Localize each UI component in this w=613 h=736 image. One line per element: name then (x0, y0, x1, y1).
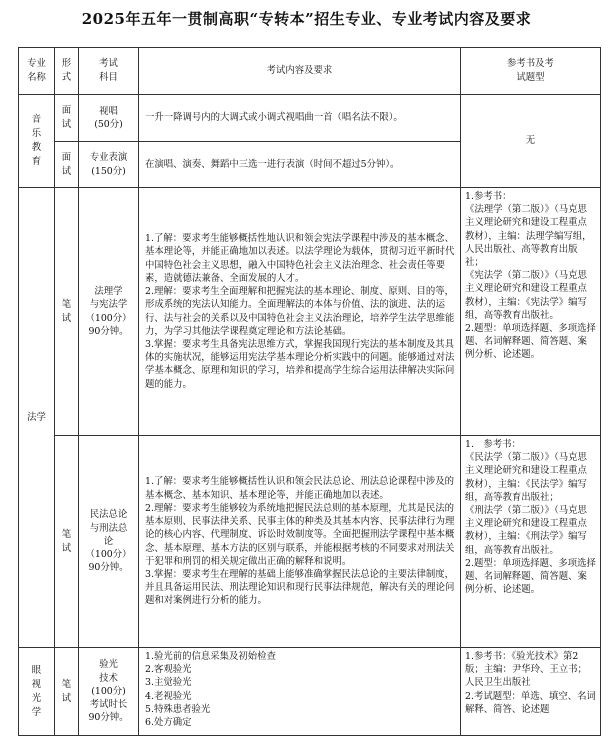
music-row-1 (19, 95, 601, 142)
law-content-1-item: 3.掌握：要求考生具备宪法思维方式，掌握我国现行宪法的基本制度及其具体的实施状况，能够运用宪法学基本理论分析实践中的问题。能够通过对法学基本概念、原理和知识的学习，培养和提高学生综合运用法律解决实际问题的能力。 (145, 338, 455, 390)
optometry-content-item: 2.客观验光 (145, 664, 192, 676)
law-refs-1-item: 《法理学（第二版）》（马克思主义理论研究和建设工程重点教材），主编：法理学编写组，人民出版社、高等教育出版社； (465, 204, 592, 269)
law-refs-2-item: 1. 参考书： (465, 439, 521, 450)
optometry-content-item: 1.验光前的信息采集及初始检查 (145, 651, 276, 662)
optometry-content-item: 4.老视验光 (145, 690, 192, 702)
law-refs-2-item: 2.题型：单项选择题、多项选择题、名词解释题、简答题、案例分析、论述题。 (465, 557, 596, 596)
law-subject-2: 民法总论 与刑法总 论 （100分） 90分钟。 (79, 436, 139, 648)
music-refs: 无 (461, 95, 601, 188)
law-row-1 (19, 188, 601, 436)
music-content-2: 在演唱、演奏、舞蹈中三选一进行表演（时间不超过5分钟）。 (139, 142, 461, 188)
law-form-2: 笔试 (55, 436, 79, 648)
optometry-content-item: 6.处方确定 (145, 717, 192, 729)
law-content-2-item: 3.掌握：要求考生在理解的基础上能够准确掌握民法总论的主要法律制度，并且具备运用民法、刑法理论知识和现行民事法律规范，解决有关的理论问题和对案例进行分析的能力。 (145, 568, 455, 607)
header-form: 形式 (55, 48, 79, 95)
optometry-content-item: 3.主觉验光 (145, 677, 192, 689)
optometry-refs (461, 648, 601, 736)
law-content-1 (139, 188, 461, 436)
law-row-2 (19, 436, 601, 648)
music-content-1: 一升一降调号内的大调式或小调式视唱曲一首（唱名法不限）。 (139, 95, 461, 142)
law-form-1: 笔试 (55, 188, 79, 436)
optometry-major: 眼视光学 (19, 648, 55, 736)
law-refs-2-item: 《民法学（第二版）》（马克思主义理论研究和建设工程重点教材），主编：《民法学》编写组，高等教育出版社； (465, 452, 587, 503)
header-refs: 参考书及考试题型 (461, 48, 601, 95)
exam-table (18, 47, 601, 736)
page-title: 2025年五年一贯制高职“专转本”招生专业、专业考试内容及要求 (81, 10, 532, 28)
law-refs-1-item: 1.参考书： (465, 191, 512, 202)
header-row (19, 48, 601, 95)
optometry-form: 笔试 (55, 648, 79, 736)
optometry-refs-item: 2.考试题型：单选、填空、名词解释、简答、论述题 (465, 690, 596, 715)
music-form-1: 面试 (55, 95, 79, 142)
music-subject-1: 视唱 (50分) (79, 95, 139, 142)
law-content-2-item: 2.理解：要求考生能够较为系统地把握民法总则的基本原理，尤其是民法的基本原则、民事法律关系、民事主体的种类及其基本内容、民事法律行为理论的核心内容、代理制度、诉讼时效制度等。全面把握刑法学课程中基本概念、基本原理、基本方法的区别与联系，并能根据考核的不同要求对刑法关于犯罪和刑罚的相关规定做出正确的解释和说明。 (145, 502, 455, 567)
law-content-2 (139, 436, 461, 648)
optometry-content (139, 648, 461, 736)
law-major: 法学 (19, 188, 55, 648)
header-subject: 考试科目 (79, 48, 139, 95)
optometry-refs-item: 1.参考书：《验光技术》第2版；主编：尹华玲、王立书；人民卫生出版社 (465, 651, 587, 689)
law-refs-1-item: 《宪法学（第二版）》（马克思主义理论研究和建设工程重点教材），主编：《宪法学》编写组，高等教育出版社。 (465, 270, 587, 321)
law-content-1-item: 1.了解：要求考生能够概括性地认识和领会宪法学课程中涉及的基本概念、基本理论等，并能正确地加以表述。以法学理论为载体，贯彻习近平新时代中国特色社会主义思想，融入中国特色社会主义法治理念、社会责任等要素，造就德法兼备、全面发展的人才。 (145, 233, 455, 284)
header-major: 专业名称 (19, 48, 55, 95)
optometry-subject: 验光 技术 (100分) 考试时长 90分钟。 (79, 648, 139, 736)
law-refs-1-item: 2.题型：单项选择题、多项选择题、名词解释题、简答题、案例分析、论述题。 (465, 323, 596, 361)
music-subject-2: 专业表演 (150分) (79, 142, 139, 188)
law-subject-1: 法理学 与宪法学 （100分） 90分钟。 (79, 188, 139, 436)
law-content-2-item: 1.了解：要求考生能够概括性认识和领会民法总论、刑法总论课程中涉及的基本概念、基本知识、基本理论等，并能正确地加以表述。 (145, 476, 454, 501)
law-refs-1 (461, 188, 601, 436)
header-content: 考试内容及要求 (139, 48, 461, 95)
optometry-row (19, 648, 601, 736)
music-form-2: 面试 (55, 142, 79, 188)
music-major: 音乐教育 (19, 95, 55, 188)
optometry-content-item: 5.特殊患者验光 (145, 703, 211, 715)
law-refs-2 (461, 436, 601, 648)
law-content-1-item: 2.理解：要求考生全面理解和把握宪法的基本理论、制度、原则、目的等，形成系统的宪法认知能力。全面理解法的本体与价值、法的演进、法的运行、法与社会的关系以及中国特色社会主义法治理论，培养学生法学思维能力，为学习其他法学课程奠定理论和方法论基础。 (145, 286, 455, 337)
law-refs-2-item: 《刑法学（第二版）》（马克思主义理论研究和建设工程重点教材），主编：《刑法学》编写组，高等教育出版社。 (465, 505, 587, 556)
